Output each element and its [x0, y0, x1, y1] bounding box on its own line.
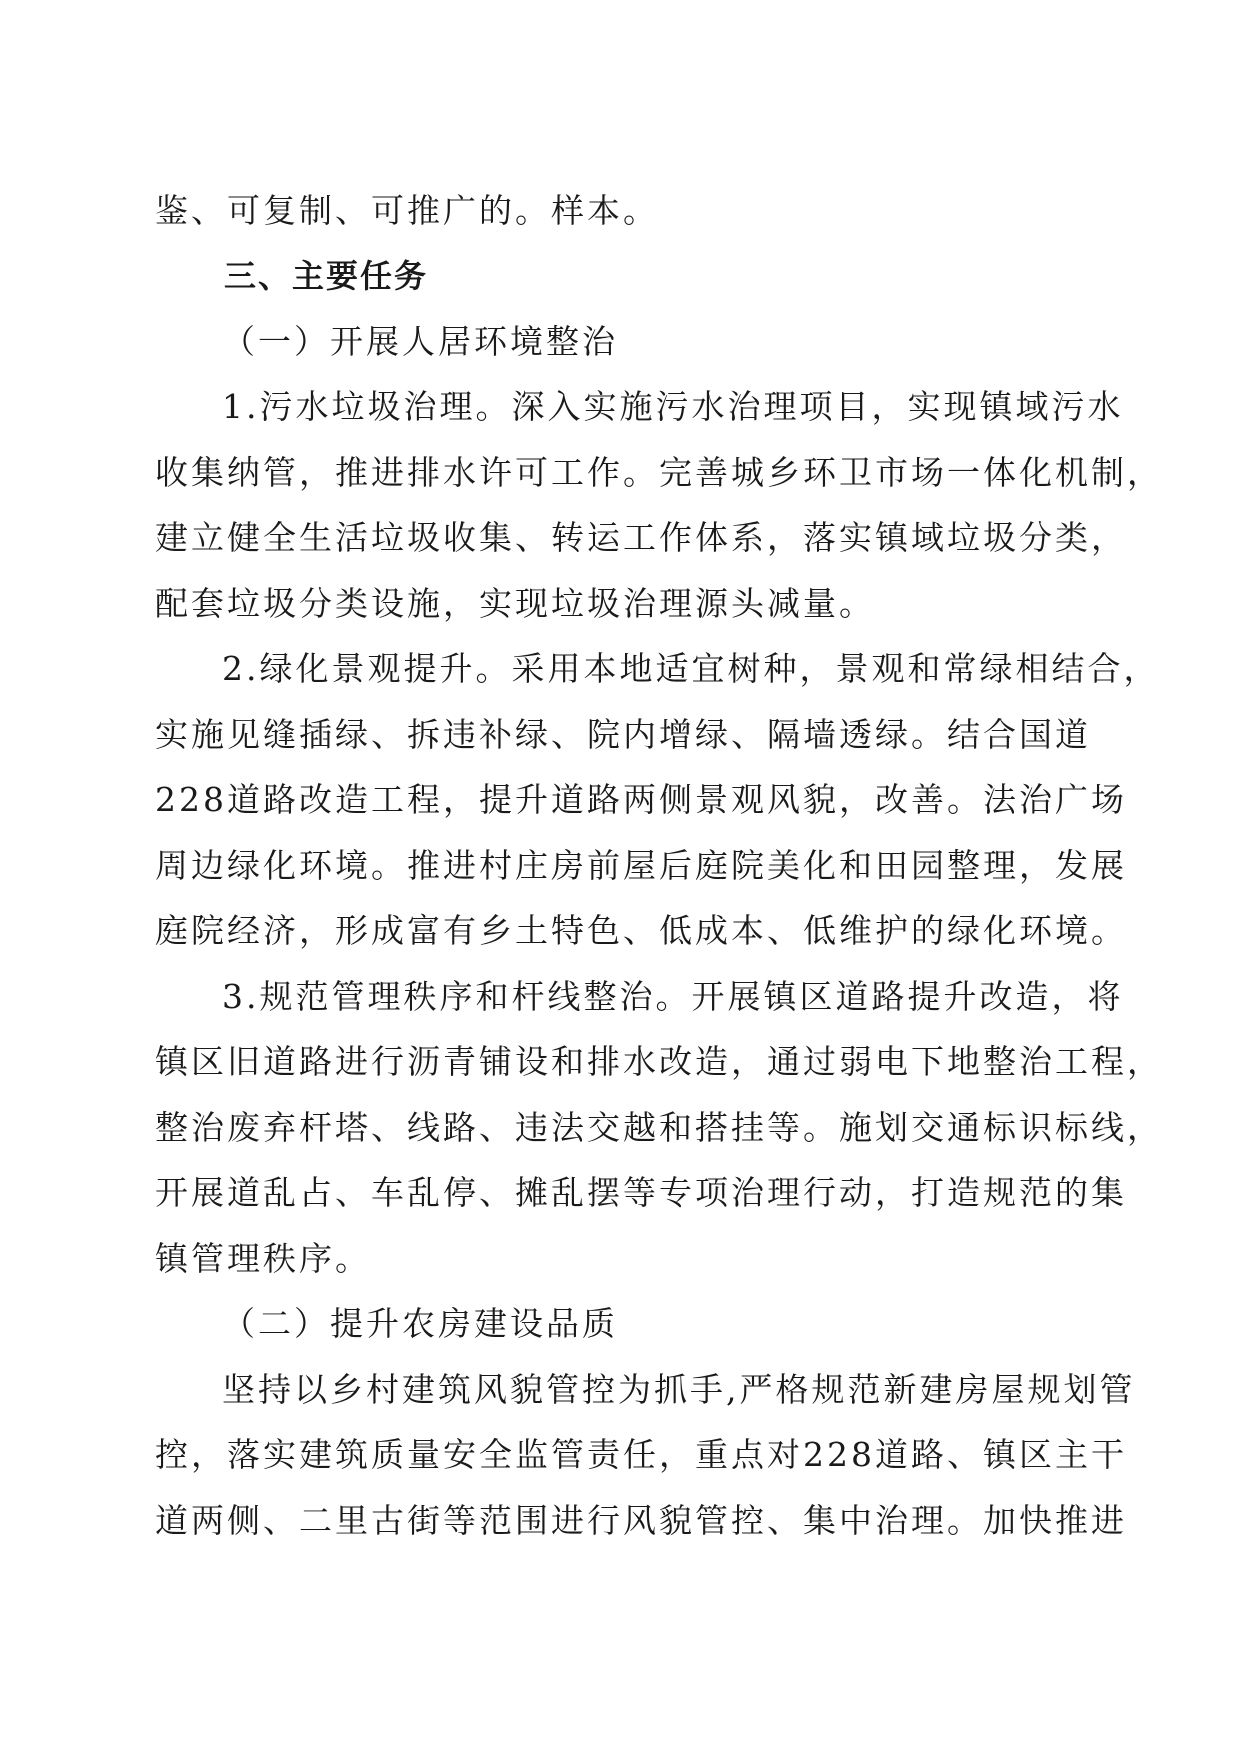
paragraph-line: 228道路改造工程，提升道路两侧景观风貌，改善。法治广场 — [155, 780, 1127, 819]
paragraph-line: 镇区旧道路进行沥青铺设和排水改造，通过弱电下地整治工程， — [155, 1042, 1163, 1081]
paragraph-line: 3.规范管理秩序和杆线整治。开展镇区道路提升改造，将 — [222, 977, 1124, 1016]
paragraph-line: 整治废弃杆塔、线路、违法交越和搭挂等。施划交通标识标线， — [155, 1108, 1163, 1147]
paragraph-line: 1.污水垃圾治理。深入实施污水治理项目，实现镇域污水 — [222, 387, 1124, 426]
paragraph-line: 坚持以乡村建筑风貌管控为抓手,严格规范新建房屋规划管 — [222, 1370, 1136, 1409]
paragraph-line: 周边绿化环境。推进村庄房前屋后庭院美化和田园整理，发展 — [155, 846, 1127, 885]
paragraph-line: 鉴、可复制、可推广的。样本。 — [155, 191, 659, 230]
paragraph-line: 镇管理秩序。 — [155, 1239, 371, 1278]
paragraph-line: 收集纳管，推进排水许可工作。完善城乡环卫市场一体化机制， — [155, 453, 1163, 492]
paragraph-line: 配套垃圾分类设施，实现垃圾治理源头减量。 — [155, 584, 875, 623]
paragraph-line: 庭院经济，形成富有乡土特色、低成本、低维护的绿化环境。 — [155, 911, 1127, 950]
paragraph-line: 开展道乱占、车乱停、摊乱摆等专项治理行动，打造规范的集 — [155, 1173, 1127, 1212]
paragraph-line: 建立健全生活垃圾收集、转运工作体系，落实镇域垃圾分类， — [155, 518, 1127, 557]
paragraph-line: 实施见缝插绿、拆违补绿、院内增绿、隔墙透绿。结合国道 — [155, 715, 1091, 754]
paragraph-line: 2.绿化景观提升。采用本地适宜树种，景观和常绿相结合， — [222, 649, 1160, 688]
section-heading: 三、主要任务 — [224, 257, 429, 295]
paragraph-line: 道两侧、二里古街等范围进行风貌管控、集中治理。加快推进 — [155, 1501, 1127, 1540]
subsection-heading: （二）提升农房建设品质 — [222, 1304, 618, 1343]
paragraph-line: 控，落实建筑质量安全监管责任，重点对228道路、镇区主干 — [155, 1435, 1127, 1474]
subsection-heading: （一）开展人居环境整治 — [222, 322, 618, 361]
